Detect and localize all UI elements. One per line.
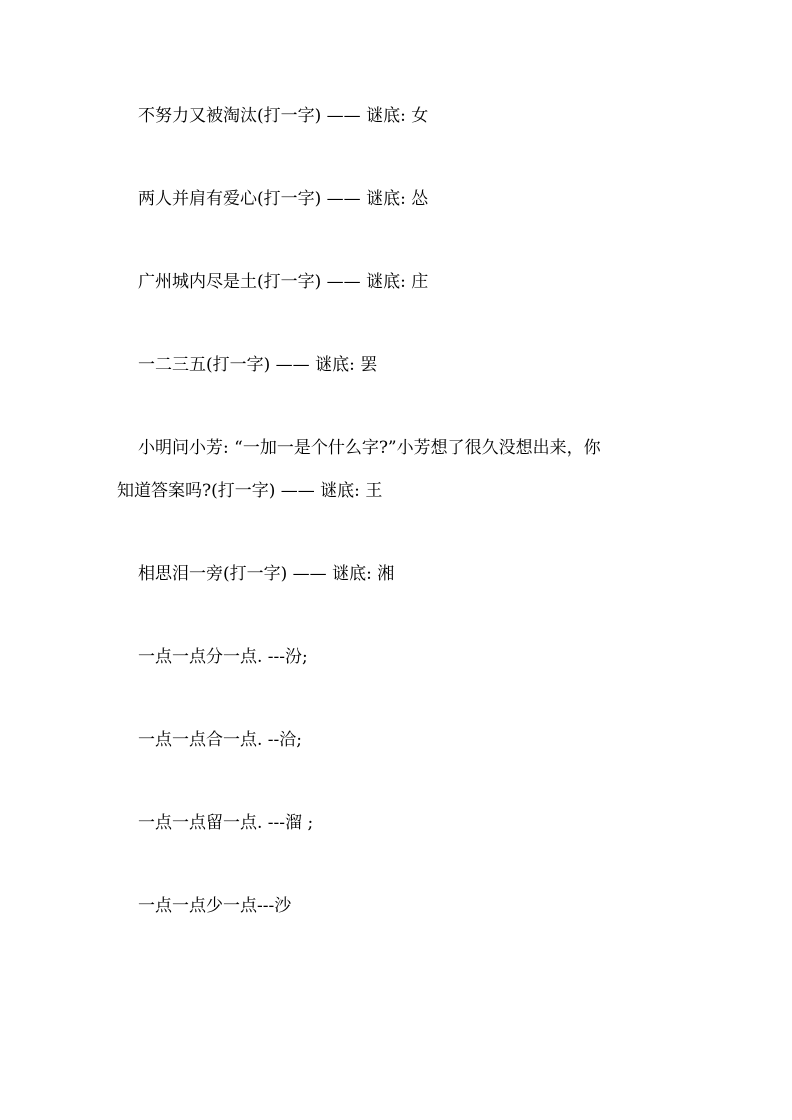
riddle-line-2: 两人并肩有爱心(打一字) —— 谜底: 怂 <box>138 189 429 209</box>
riddle-line-8: 一点一点合一点. --洽; <box>138 730 303 750</box>
riddle-line-7: 一点一点分一点. ---汾; <box>138 647 308 667</box>
riddle-line-9: 一点一点留一点. ---溜 ; <box>138 813 314 833</box>
riddle-line-3: 广州城内尽是土(打一字) —— 谜底: 庄 <box>138 272 429 292</box>
riddle-line-1: 不努力又被淘汰(打一字) —— 谜底: 女 <box>138 106 429 126</box>
riddle-line-5a: 小明问小芳: “一加一是个什么字?”小芳想了很久没想出来，你 <box>138 438 601 458</box>
riddle-line-10: 一点一点少一点---沙 <box>138 896 292 916</box>
riddle-line-5b: 知道答案吗?(打一字) —— 谜底: 王 <box>117 481 383 501</box>
riddle-line-4: 一二三五(打一字) —— 谜底: 罢 <box>138 355 378 375</box>
riddle-line-6: 相思泪一旁(打一字) —— 谜底: 湘 <box>138 564 395 584</box>
